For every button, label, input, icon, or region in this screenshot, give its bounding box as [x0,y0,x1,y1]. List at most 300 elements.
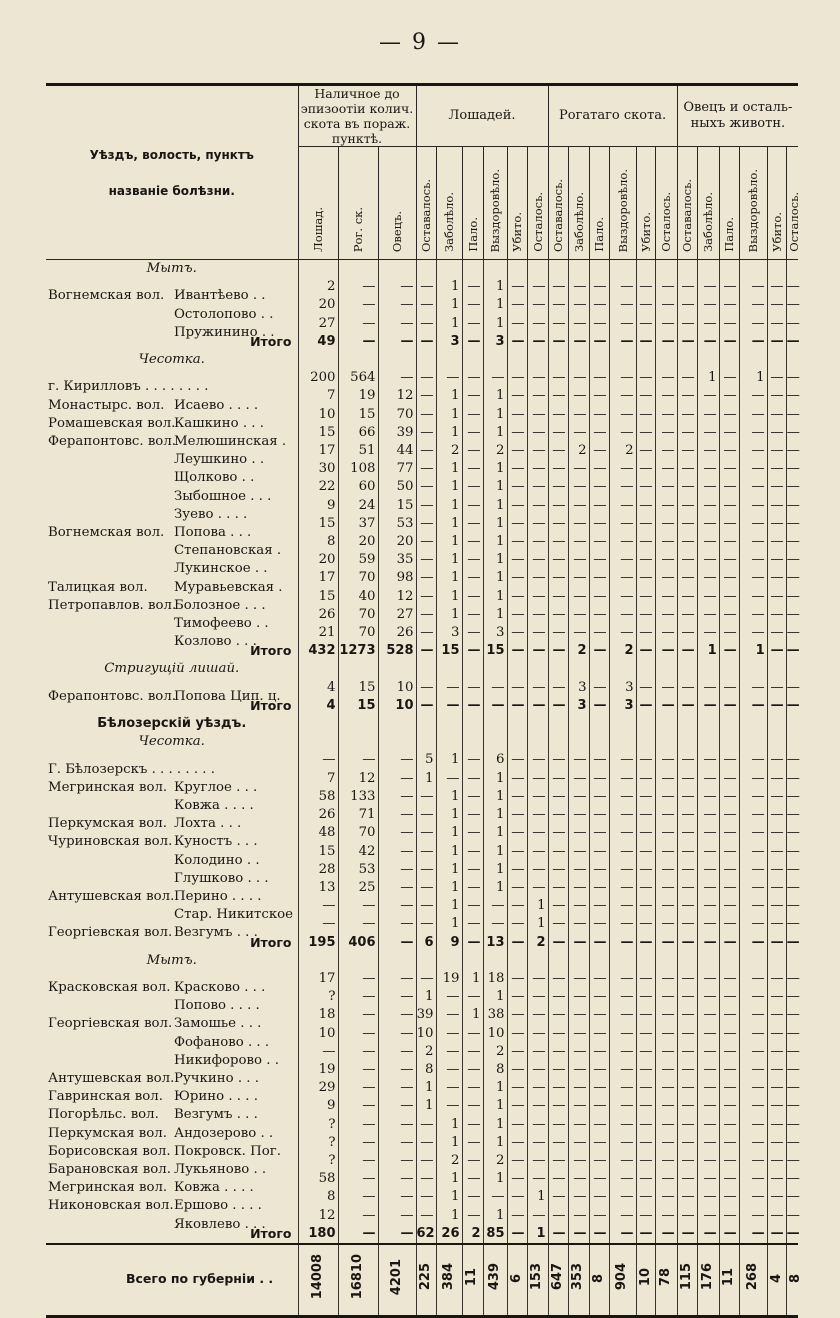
value-cell: 1 [483,460,507,478]
value-cell: — [548,1006,568,1024]
value-cell: — [719,478,739,496]
value-cell: — [767,606,786,624]
value-cell: — [636,333,655,351]
locality-name: Юрино . . . . [174,1089,258,1105]
cattle-stat-col-header-label: Заболѣло. [571,192,586,252]
value-cell: — [677,588,697,606]
value-cell: — [416,915,436,933]
value-cell: 1 [436,296,462,314]
value-cell: — [719,569,739,587]
value-cell: — [378,333,416,351]
value-cell: — [527,843,548,861]
value-cell: — [697,751,719,769]
value-cell: 10 [378,697,416,715]
value-cell: — [767,333,786,351]
value-cell: — [767,460,786,478]
row-label-cell [46,478,298,504]
value-cell: — [677,1225,697,1244]
value-cell: — [677,970,697,988]
value-cell: 1 [483,424,507,442]
empty-cell [548,715,568,733]
empty-cell [589,733,609,751]
page-number: — 9 — [379,30,461,55]
value-cell: — [697,1170,719,1188]
value-cell: — [767,897,786,915]
value-cell: — [677,1116,697,1134]
value-cell: — [739,1134,767,1152]
value-cell: 2 [527,934,548,952]
table-row [46,1097,798,1115]
locality-name: Ковжа . . . . [174,1180,254,1196]
value-cell: — [507,824,527,842]
value-cell: — [739,861,767,879]
value-cell: — [719,624,739,642]
value-cell: — [719,387,739,405]
value-cell: — [548,988,568,1006]
value-cell: — [719,915,739,933]
value-cell: 13 [483,934,507,952]
value-cell: — [568,897,589,915]
value-cell: — [697,515,719,533]
value-cell: 20 [338,533,378,551]
value-cell: — [527,533,548,551]
value-cell: — [636,424,655,442]
horses-stat-col-header [527,147,548,260]
value-cell: — [697,624,719,642]
value-cell: — [786,642,798,660]
sheep-stat-col-header [697,147,719,260]
empty-cell [507,260,527,279]
value-cell: — [719,897,739,915]
value-cell: — [527,642,548,660]
row-label-cell [46,406,298,431]
grand-total-value-cell [507,1244,527,1317]
value-cell: — [697,770,719,788]
cattle-stat-col-header [589,147,609,260]
table-row [46,1025,798,1043]
value-cell: — [677,915,697,933]
value-cell: — [462,315,483,333]
empty-cell [416,952,436,970]
value-cell: — [589,897,609,915]
value-cell: 22 [298,478,338,496]
value-cell: — [589,1043,609,1061]
value-cell: — [677,497,697,515]
value-cell: — [568,497,589,515]
value-cell: — [507,1225,527,1244]
value-cell: — [462,406,483,424]
row-label-cell [46,424,298,449]
value-cell: 42 [338,843,378,861]
value-cell: — [416,606,436,624]
grand-total-row [46,1244,798,1317]
value-cell: — [548,751,568,769]
value-cell: — [527,333,548,351]
value-cell: 26 [436,1225,462,1244]
value-cell: — [589,497,609,515]
value-cell: 1 [436,606,462,624]
value-cell: — [677,569,697,587]
value-cell: — [767,1134,786,1152]
value-cell: — [767,278,786,296]
value-cell: — [697,551,719,569]
value-cell: — [655,824,677,842]
row-label-cell [46,915,298,941]
value-cell: — [568,387,589,405]
value-cell: 9 [298,1097,338,1115]
value-cell: 20 [298,551,338,569]
value-cell: — [786,315,798,333]
value-cell: — [719,1170,739,1188]
value-cell: — [589,424,609,442]
value-cell: — [767,1043,786,1061]
value-cell: 1 [483,806,507,824]
value-cell: — [462,751,483,769]
value-cell: — [378,806,416,824]
value-cell: — [677,988,697,1006]
value-cell: — [338,1116,378,1134]
value-cell: — [609,1006,636,1024]
value-cell: — [786,1225,798,1244]
value-cell: — [677,1043,697,1061]
value-cell: — [338,1225,378,1244]
value-cell: — [589,915,609,933]
grand-total-value: 10 [637,1267,653,1286]
value-cell: — [739,988,767,1006]
value-cell: — [527,569,548,587]
value-cell: — [677,1134,697,1152]
value-cell: — [462,824,483,842]
value-cell: — [416,369,436,387]
value-cell: — [568,1079,589,1097]
table-row [46,843,798,861]
value-cell: 1 [436,533,462,551]
value-cell: — [416,315,436,333]
value-cell: — [739,515,767,533]
empty-cell [786,260,798,279]
value-cell: 1 [483,1116,507,1134]
value-cell: — [589,515,609,533]
value-cell: 2 [483,1043,507,1061]
value-cell: — [655,478,677,496]
value-cell: 44 [378,442,416,460]
value-cell: ? [298,988,338,1006]
value-cell: — [655,770,677,788]
value-cell: — [568,1134,589,1152]
value-cell: 13 [298,879,338,897]
value-cell: — [609,879,636,897]
value-cell: — [655,879,677,897]
row-label-cell [46,988,298,1014]
value-cell: — [655,1097,677,1115]
value-cell: — [507,460,527,478]
value-cell: 17 [298,442,338,460]
value-cell: — [548,1225,568,1244]
table-row [46,588,798,606]
value-cell: — [568,1207,589,1225]
grand-total-value: 904 [614,1263,630,1291]
value-cell: — [636,751,655,769]
locality-name: Попово . . . . [174,998,260,1014]
table-row [46,1207,798,1225]
value-cell: — [527,497,548,515]
value-cell: — [636,369,655,387]
table-row [46,733,798,751]
value-cell: — [786,460,798,478]
value-cell: — [719,515,739,533]
cattle-stat-col-header-label: Оставалось. [551,178,566,252]
empty-cell [739,733,767,751]
value-cell: — [462,788,483,806]
value-cell: — [636,588,655,606]
value-cell: — [719,296,739,314]
value-cell: — [739,824,767,842]
locality-name: Козлово . . . [174,634,257,650]
value-cell: — [655,624,677,642]
value-cell: — [548,406,568,424]
value-cell: — [636,569,655,587]
value-cell: — [483,679,507,697]
value-cell: — [719,588,739,606]
value-cell: — [416,1188,436,1206]
value-cell: — [786,497,798,515]
value-cell: 1 [739,369,767,387]
sheep-stat-col-header-label: Осталось. [786,192,801,252]
empty-cell [655,733,677,751]
value-cell: 26 [298,806,338,824]
value-cell: — [462,1025,483,1043]
locality-name: Попова . . . [174,524,252,540]
value-cell: — [416,843,436,861]
value-cell: — [719,442,739,460]
value-cell: — [719,333,739,351]
value-cell: — [462,1134,483,1152]
empty-cell [548,733,568,751]
value-cell: — [462,679,483,697]
value-cell: — [655,697,677,715]
value-cell: — [609,387,636,405]
value-cell: 30 [298,460,338,478]
value-cell: — [719,934,739,952]
value-cell: — [507,387,527,405]
value-cell: — [378,1152,416,1170]
value-cell: — [739,934,767,952]
value-cell: — [719,533,739,551]
table-row [46,1006,798,1024]
value-cell: 10 [378,679,416,697]
value-cell: 19 [436,970,462,988]
value-cell: — [507,424,527,442]
row-label-cell [46,733,298,751]
grand-total-value-cell [636,1244,655,1317]
value-cell: — [636,861,655,879]
locality-name: Попова Цип. ц. [174,688,281,704]
value-cell: — [677,806,697,824]
value-cell: — [719,806,739,824]
present-group-header: Наличное до эпизоотіи колич. скота въ пораж. пунктѣ. [298,85,416,147]
horses-stat-col-header [507,147,527,260]
empty-cell [739,660,767,678]
value-cell: — [655,788,677,806]
value-cell: — [677,387,697,405]
value-cell: — [609,788,636,806]
value-cell: — [462,697,483,715]
value-cell: — [609,988,636,1006]
value-cell: 18 [298,1006,338,1024]
empty-cell [697,952,719,970]
district-column-header [46,85,298,260]
value-cell: — [636,606,655,624]
value-cell: — [527,751,548,769]
empty-cell [507,715,527,733]
value-cell: — [697,1043,719,1061]
value-cell: — [527,478,548,496]
volost-name: Борисовская вол. [48,1143,171,1159]
value-cell: — [636,1079,655,1097]
value-cell: — [719,1006,739,1024]
volost-name: Г. Бѣлозерскъ . . . . . . . . [48,761,215,777]
value-cell: — [677,679,697,697]
value-cell: — [548,788,568,806]
value-cell: — [609,333,636,351]
locality-name: Ручкино . . . [174,1071,259,1087]
value-cell: — [527,460,548,478]
table-row [46,515,798,533]
value-cell: — [416,478,436,496]
empty-cell [462,715,483,733]
empty-cell [436,351,462,369]
value-cell: — [548,1097,568,1115]
value-cell: — [609,751,636,769]
value-cell: — [697,296,719,314]
value-cell: 5 [416,751,436,769]
value-cell: — [507,1134,527,1152]
value-cell: 17 [298,569,338,587]
value-cell: — [378,788,416,806]
value-cell: — [548,606,568,624]
value-cell: — [589,1170,609,1188]
value-cell: — [436,369,462,387]
value-cell: — [697,424,719,442]
value-cell: — [589,806,609,824]
value-cell: — [609,478,636,496]
sheep-stat-col-header [677,147,697,260]
horses-group-header: Лошадей. [416,85,548,147]
disease-heading: Чесотка. [138,352,205,368]
value-cell: — [548,551,568,569]
value-cell: — [589,278,609,296]
value-cell: 3 [609,679,636,697]
row-label-cell [46,824,298,850]
value-cell: — [609,1025,636,1043]
value-cell: — [677,770,697,788]
value-cell: 1 [483,879,507,897]
value-cell: — [462,1207,483,1225]
value-cell: 1 [436,515,462,533]
value-cell: — [719,751,739,769]
value-cell: 12 [338,770,378,788]
value-cell: — [739,387,767,405]
present-col-header-label: Рог. ск. [351,206,365,252]
value-cell: — [548,806,568,824]
value-cell: — [507,642,527,660]
value-cell: — [568,1006,589,1024]
value-cell: — [697,861,719,879]
value-cell: — [548,824,568,842]
value-cell: — [548,934,568,952]
value-cell: 1 [483,515,507,533]
value-cell: — [739,1152,767,1170]
volost-name: Никоновская вол. [48,1198,174,1214]
grand-total-value: 8 [787,1273,803,1283]
value-cell: — [483,369,507,387]
value-cell: 1 [436,824,462,842]
volost-name: г. Кирилловъ . . . . . . . . [48,379,209,395]
locality-name: Круглое . . . [174,779,258,795]
value-cell: — [609,588,636,606]
value-cell: — [507,897,527,915]
value-cell: — [636,1134,655,1152]
value-cell: 77 [378,460,416,478]
value-cell: 1 [527,1225,548,1244]
table-row [46,1188,798,1206]
value-cell: — [655,751,677,769]
value-cell: — [677,1006,697,1024]
empty-cell [636,715,655,733]
value-cell: — [655,1116,677,1134]
grand-total-value: 268 [745,1263,760,1291]
value-cell: 2 [416,1043,436,1061]
value-cell: — [507,533,527,551]
locality-name: Везгумъ . . . [174,1107,258,1123]
value-cell: — [636,934,655,952]
value-cell: 1 [697,369,719,387]
table-row [46,333,798,351]
value-cell: — [378,934,416,952]
table-row [46,770,798,788]
empty-cell [298,660,338,678]
value-cell: — [568,806,589,824]
subtotal-label: Итого [250,643,292,659]
value-cell: — [568,1152,589,1170]
grand-total-value: 384 [440,1263,456,1291]
empty-cell [767,260,786,279]
empty-cell [786,660,798,678]
table-row [46,260,798,279]
value-cell: — [462,934,483,952]
value-cell: — [697,824,719,842]
value-cell: — [507,588,527,606]
row-label-cell [46,897,298,923]
value-cell: — [677,406,697,424]
value-cell: 2 [609,442,636,460]
value-cell: — [416,788,436,806]
value-cell: — [589,442,609,460]
value-cell: 15 [436,642,462,660]
value-cell: — [767,824,786,842]
grand-total-label: Всего по губерніи . . [126,1271,274,1287]
value-cell: — [548,1170,568,1188]
table-row [46,406,798,424]
value-cell: — [507,934,527,952]
value-cell: — [507,751,527,769]
value-cell: 133 [338,788,378,806]
empty-cell [636,351,655,369]
present-col-header [298,147,338,260]
value-cell: 12 [378,387,416,405]
value-cell: — [527,296,548,314]
value-cell: — [589,824,609,842]
